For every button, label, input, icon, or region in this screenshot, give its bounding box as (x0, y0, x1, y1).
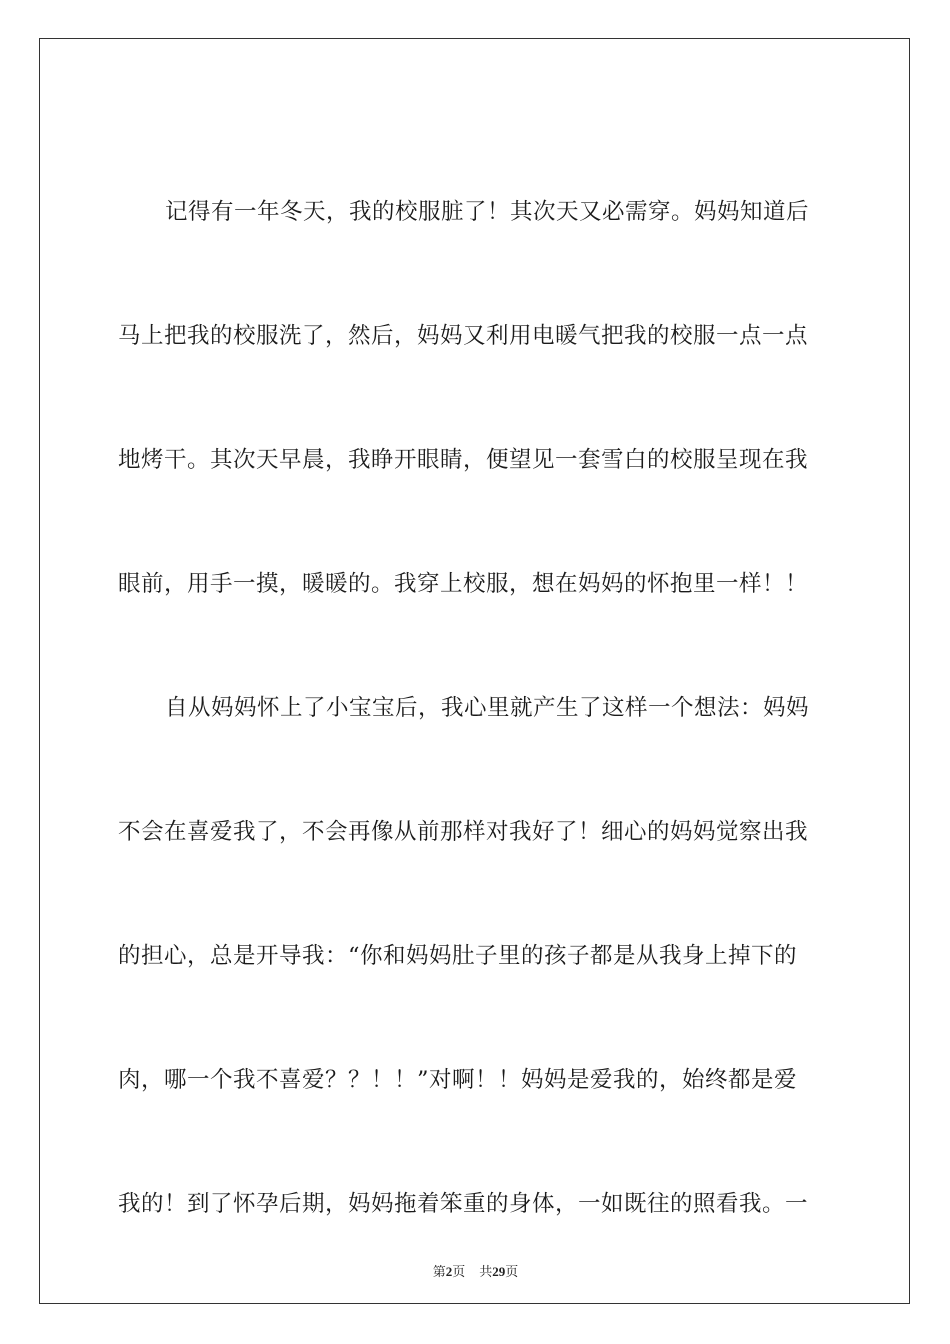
page-frame (39, 38, 910, 1304)
page-suffix: 页 (452, 1265, 466, 1280)
paragraph-line: 马上把我的校服洗了，然后，妈妈又利用电暖气把我的校服一点一点 (118, 323, 809, 349)
document-body (118, 150, 834, 1266)
page-footer (40, 1261, 911, 1280)
page-number: 2 (445, 1264, 453, 1279)
total-pages: 29 (492, 1264, 506, 1279)
paragraph-line: 记得有一年冬天，我的校服脏了！其次天又必需穿。妈妈知道后 (165, 199, 810, 225)
paragraph-line: 我的！到了怀孕后期，妈妈拖着笨重的身体，一如既往的照看我。一 (118, 1191, 809, 1217)
paragraph-line: 地烤干。其次天早晨，我睁开眼睛，便望见一套雪白的校服呈现在我 (118, 447, 809, 473)
paragraph-line: 自从妈妈怀上了小宝宝后，我心里就产生了这样一个想法：妈妈 (165, 695, 810, 721)
paragraph-line: 眼前，用手一摸，暖暖的。我穿上校服，想在妈妈的怀抱里一样！！ (118, 571, 809, 597)
paragraph-line: 的担心，总是开导我：“你和妈妈肚子里的孩子都是从我身上掉下的 (118, 943, 798, 969)
paragraph-line: 肉，哪一个我不喜爱？？！！”对啊！！妈妈是爱我的，始终都是爱 (118, 1067, 798, 1093)
page-prefix: 第 (432, 1265, 446, 1280)
total-suffix: 页 (505, 1265, 519, 1280)
total-prefix: 共 (479, 1265, 493, 1280)
paragraph-line: 不会在喜爱我了，不会再像从前那样对我好了！细心的妈妈觉察出我 (118, 819, 809, 845)
